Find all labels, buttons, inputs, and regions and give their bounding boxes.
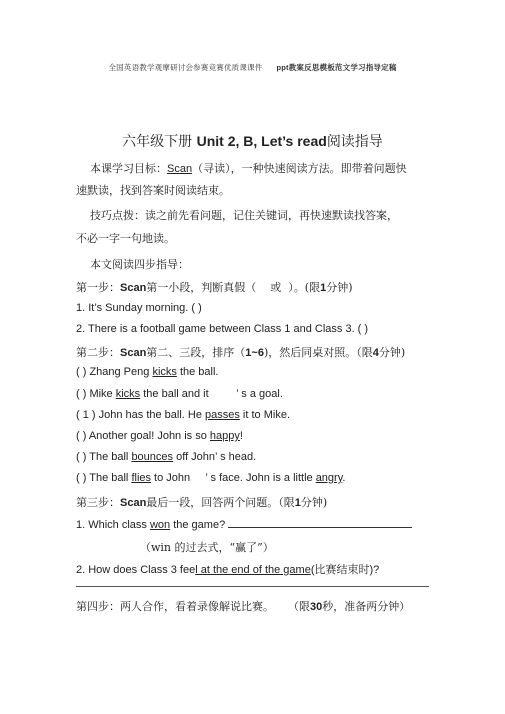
intro-tip-line2: 不必一字一句地读。 [76,232,175,245]
answer-blank-2[interactable] [76,586,429,587]
step4-heading: 第四步：两人合作，看着录像解说比赛。 （限30秒，准备两分钟） [76,600,411,613]
title-cn-suffix: 阅读指导 [326,134,383,150]
sentence-3: ( 1 ) John has the ball. He passes it to Mike. [76,409,290,421]
step2-heading: 第二步：Scan第二、三段，排序（1~6)，然后同桌对照。（限4分钟) [76,346,406,359]
step3-question-1: 1. Which class won the game? [76,517,412,531]
step1-question-2: 2. There is a football game between Class 1 and Class 3. ( ) [76,323,369,335]
page-header [0,62,505,73]
page-title [0,131,505,151]
sentence-4: ( ) Another goal! John is so happy! [76,430,243,442]
sentence-5: ( ) The ball bounces off John’ s head. [76,451,257,463]
answer-blank-1[interactable] [228,517,412,528]
step3-question-2: 2. How does Class 3 feel at the end of the game(比赛结束时)? [76,564,380,576]
step1-heading: 第一步：Scan第一小段，判断真假（ 或 ）。(限1分钟) [76,281,353,294]
intro-goal-line2: 速默读，找到答案时阅读结束。 [76,184,230,197]
steps-title: 本文阅读四步指导： [90,258,189,271]
intro-goal: 本课学习目标：Scan（寻读），一种快速阅读方法。即带着问题快 [90,162,407,175]
sentence-2: ( ) Mike kicks the ball and it ’ s a goal. [76,388,283,400]
title-cn-prefix: 六年级下册 [122,134,193,150]
header-right: ppt教案反思模板范文学习指导定稿 [276,63,397,72]
step1-question-1: 1. It’s Sunday morning. ( ) [76,302,202,314]
intro-tip: 技巧点拨：读之前先看问题，记住关键词，再快速默读找答案， [90,209,398,222]
header-left: 全国英语教学观摩研讨会参赛竞赛优质课课件 [108,63,263,72]
sentence-1: ( ) Zhang Peng kicks the ball. [76,366,219,378]
step3-hint: （win 的过去式，“赢了”） [140,541,274,554]
step3-heading: 第三步：Scan最后一段，回答两个问题。（限1分钟) [76,496,328,509]
goal-keyword: Scan [167,163,193,175]
sentence-6: ( ) The ball flies to John ’ s face. John is a little angry. [76,472,346,484]
title-en: Unit 2, B, Let’s read [196,133,327,149]
